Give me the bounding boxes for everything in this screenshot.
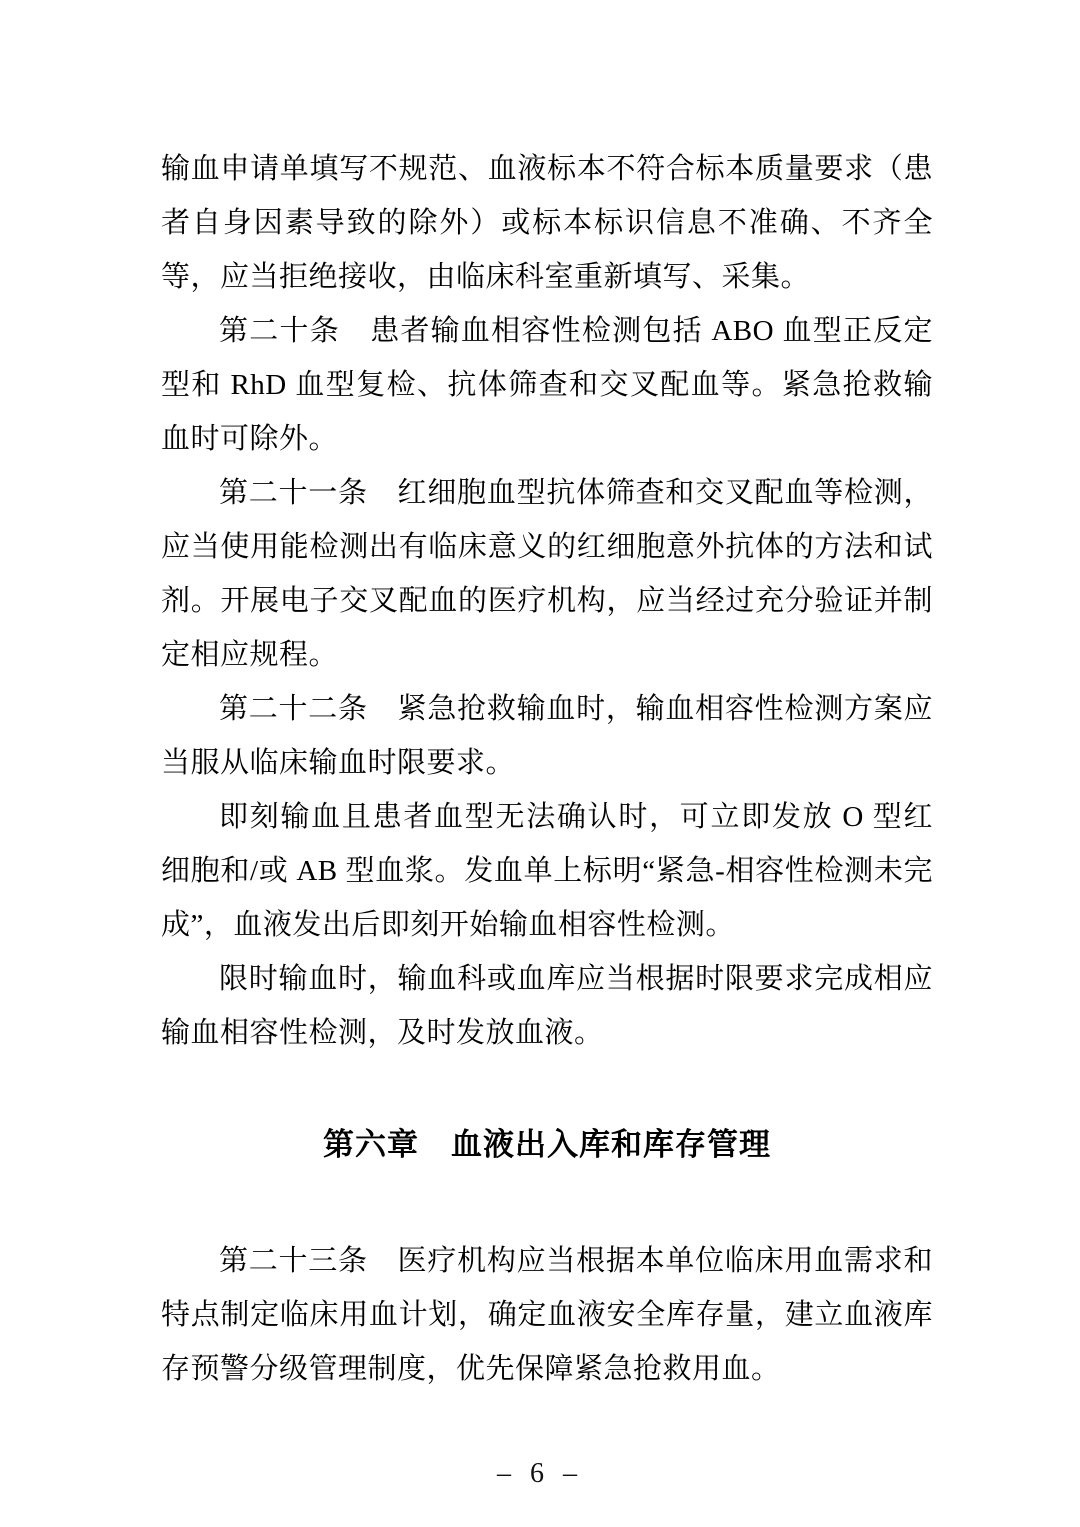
article-21-paragraph: 第二十一条 红细胞血型抗体筛查和交叉配血等检测，应当使用能检测出有临床意义的红细胞意外抗体的方法和试剂。开展电子交叉配血的医疗机构，应当经过充分验证并制定相应规程。 <box>161 477 933 671</box>
article-22-paragraph: 第二十二条 紧急抢救输血时，输血相容性检测方案应当服从临床输血时限要求。 <box>161 693 933 779</box>
paragraph-continuation: 输血申请单填写不规范、血液标本不符合标本质量要求（患者自身因素导致的除外）或标本标识信息不准确、不齐全等，应当拒绝接收，由临床科室重新填写、采集。 <box>161 153 933 293</box>
document-body <box>161 142 933 1396</box>
article-22-immediate-transfusion-paragraph: 即刻输血且患者血型无法确认时，可立即发放 O 型红细胞和/或 AB 型血浆。发血单上标明“紧急-相容性检测未完成”，血液发出后即刻开始输血相容性检测。 <box>161 801 933 941</box>
page-footer <box>0 1458 1080 1490</box>
article-22-time-limited-transfusion-paragraph: 限时输血时，输血科或血库应当根据时限要求完成相应输血相容性检测，及时发放血液。 <box>161 963 933 1049</box>
article-20-paragraph: 第二十条 患者输血相容性检测包括 ABO 血型正反定型和 RhD 血型复检、抗体筛查和交叉配血等。紧急抢救输血时可除外。 <box>161 315 933 455</box>
page-number: – 6 – <box>497 1458 583 1489</box>
article-23-paragraph: 第二十三条 医疗机构应当根据本单位临床用血需求和特点制定临床用血计划，确定血液安全库存量，建立血液库存预警分级管理制度，优先保障紧急抢救用血。 <box>161 1245 933 1385</box>
chapter-6-heading: 第六章 血液出入库和库存管理 <box>323 1127 771 1162</box>
